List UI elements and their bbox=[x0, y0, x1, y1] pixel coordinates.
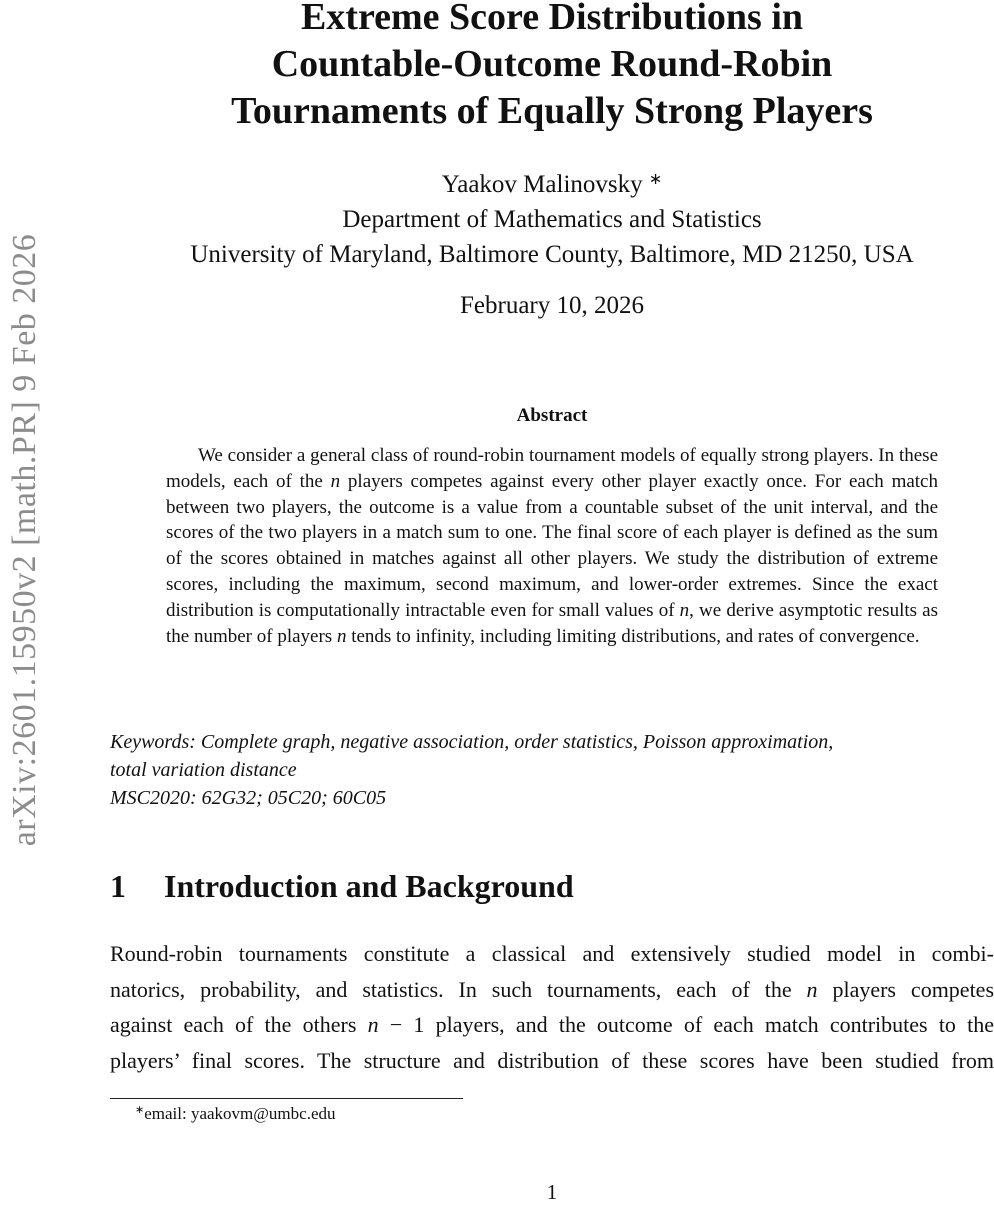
footnote bbox=[135, 1103, 336, 1125]
page-number: 1 bbox=[546, 1180, 558, 1204]
body-line: against each of the others n − 1 players, and the outcome of each match contributes to the bbox=[110, 1012, 994, 1037]
footnote-mark: ∗ bbox=[135, 1104, 145, 1116]
paper-date: February 10, 2026 bbox=[460, 292, 644, 319]
author-line bbox=[110, 167, 994, 202]
footnote-rule bbox=[110, 1098, 463, 1099]
section-number: 1 bbox=[110, 868, 126, 904]
arxiv-identifier: arXiv:2601.15950v2 [math.PR] 9 Feb 2026 bbox=[6, 233, 43, 847]
introduction-body bbox=[110, 936, 994, 1078]
keywords-line: Keywords: Complete graph, negative association, order statistics, Poisson approximation, bbox=[110, 731, 834, 753]
author-footnote-mark: ∗ bbox=[648, 171, 663, 188]
title-line: Tournaments of Equally Strong Players bbox=[231, 90, 873, 132]
author-name: Yaakov Malinovsky bbox=[441, 171, 643, 198]
msc-codes: MSC2020: 62G32; 05C20; 60C05 bbox=[110, 787, 387, 809]
footnote-text: email: yaakovm@umbc.edu bbox=[144, 1104, 336, 1123]
arxiv-identifier-stamp bbox=[0, 0, 50, 900]
body-line: Round-robin tournaments constitute a classical and extensively studied model in combi- bbox=[110, 941, 994, 966]
title-line: Countable-Outcome Round-Robin bbox=[271, 43, 833, 85]
section-title: Introduction and Background bbox=[164, 868, 574, 904]
keywords-line: total variation distance bbox=[110, 759, 297, 781]
keywords-block bbox=[110, 728, 994, 812]
author-affiliation: University of Maryland, Baltimore County, Baltimore, MD 21250, USA bbox=[190, 241, 914, 268]
body-line: natorics, probability, and statistics. In such tournaments, each of the n players competes bbox=[110, 976, 994, 1002]
author-department: Department of Mathematics and Statistics bbox=[342, 206, 762, 233]
paper-title bbox=[110, 0, 994, 135]
author-block bbox=[110, 167, 994, 272]
abstract-body: We consider a general class of round-robin tournament models of equally strong players. In these models, each of the n players competes against every other player exactly once. For each match between two players, the outcome is a value from a countable subset of the unit interval, and the scores of the two players in a match sum to one. The final score of each player is defined as the sum of the scores obtained in matches against all other players. We study the distribution of extreme scores, including the maximum, second maximum, and lower-order extremes. Since the exact distribution is computationally intractable even for small values of n, we derive asymptotic results as the number of players n tends to infinity, including limiting distributions, and rates of convergence. bbox=[166, 445, 938, 647]
body-line: players’ final scores. The structure and distribution of these scores have been studied from bbox=[110, 1047, 994, 1073]
abstract-heading: Abstract bbox=[516, 405, 588, 426]
title-line: Extreme Score Distributions in bbox=[300, 0, 804, 38]
section-heading bbox=[110, 864, 574, 908]
